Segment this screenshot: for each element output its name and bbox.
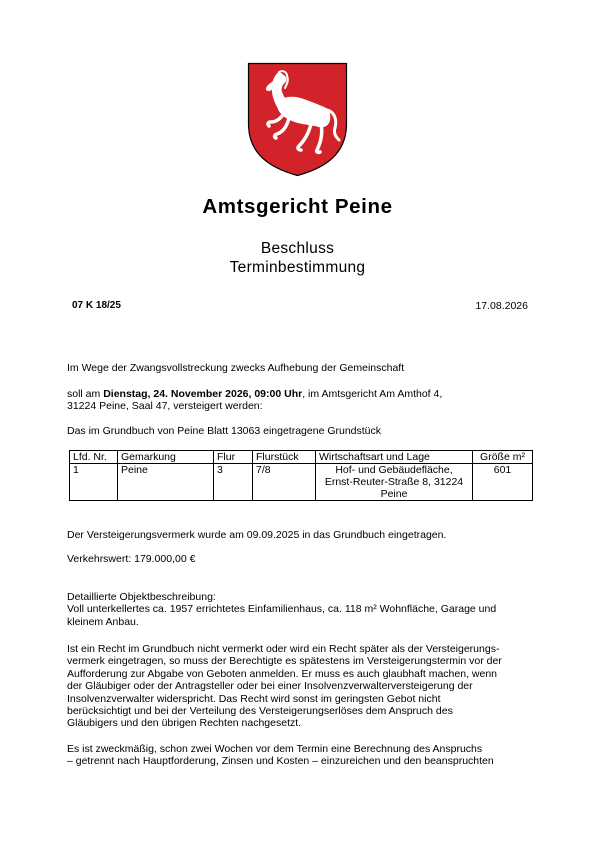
column-header: Größe m² [473,451,533,464]
lage-line: Hof- und Gebäudefläche, [335,464,453,476]
cell-gemarkung: Peine [118,464,214,501]
auction-location: , im Amtsgericht Am Amthof 4, [302,388,443,400]
advice-line: – getrennt nach Hauptforderung, Zinsen und Kosten – einzureichen und den beanspruchten [67,755,494,768]
advice-paragraph [67,743,529,768]
auction-location-line2: 31224 Peine, Saal 47, versteigert werden: [67,400,263,413]
description-line: kleinem Anbau. [67,615,139,628]
auction-date: Dienstag, 24. November 2026, 09:00 Uhr [103,388,303,400]
table-row [70,464,533,501]
vermerk-paragraph: Der Versteigerungsvermerk wurde am 09.09.2025 in das Grundbuch eingetragen. [67,529,447,541]
column-header: Lfd. Nr. [70,451,118,464]
coat-of-arms-crest [247,62,348,177]
intro-paragraph: Im Wege der Zwangsvollstreckung zwecks Aufhebung der Gemeinschaft [67,362,405,374]
document-date: 17.08.2026 [475,300,528,312]
cell-lfd-nr: 1 [70,464,118,501]
register-paragraph: Das im Grundbuch von Peine Blatt 13063 eingetragene Grundstück [67,425,382,437]
rights-line: Insolvenzverwalter widerspricht. Das Recht wird sonst im geringsten Gebot nicht [67,692,441,705]
rights-line: Gläubigers und den übrigen Rechten nachgesetzt. [67,717,302,730]
cell-groesse: 601 [473,464,533,501]
file-number: 07 K 18/25 [72,300,121,311]
table-header-row [70,451,533,464]
court-name: Amtsgericht Peine [202,195,393,218]
description-title: Detaillierte Objektbeschreibung: [67,591,216,603]
auction-paragraph [67,388,529,413]
column-header: Gemarkung [118,451,214,464]
document-subtype: Terminbestimmung [229,259,366,276]
rights-line: Aufforderung zur Abgabe von Geboten anmelden. Er muss es auch glaubhaft machen, wenn [67,667,498,680]
lage-line: Peine [380,488,408,500]
rights-line: der Gläubiger oder der Antragsteller oder bei einer Insolvenzverwalterversteigerung der [67,680,473,693]
column-header: Wirtschaftsart und Lage [316,451,473,464]
cell-flurstueck: 7/8 [253,464,316,501]
verkehrswert: Verkehrswert: 179.000,00 € [67,553,196,565]
description-line: Voll unterkellertes ca. 1957 errichtetes Einfamilienhaus, ca. 118 m² Wohnfläche, Garage und [67,603,497,616]
lage-line: Ernst-Reuter-Straße 8, 31224 [324,476,464,488]
rights-line: Ist ein Recht im Grundbuch nicht vermerkt oder wird ein Recht später als der Versteigerungs- [67,643,500,655]
rights-line: vermerk eingetragen, so muss der Berechtigte es spätestens im Versteigerungstermin vor der [67,655,502,668]
auction-prefix: soll am [67,388,104,400]
description-paragraph [67,591,529,628]
column-header: Flurstück [253,451,316,464]
document-type: Beschluss [260,240,335,257]
column-header: Flur [214,451,253,464]
rights-line: berücksichtigt und bei der Verteilung des Versteigerungserlöses dem Anspruch des [67,705,453,718]
cell-flur: 3 [214,464,253,501]
cell-lage [316,464,473,501]
rights-paragraph [67,643,529,730]
advice-line: Es ist zweckmäßig, schon zwei Wochen vor dem Termin eine Berechnung des Anspruchs [67,743,483,755]
property-table [69,450,533,501]
